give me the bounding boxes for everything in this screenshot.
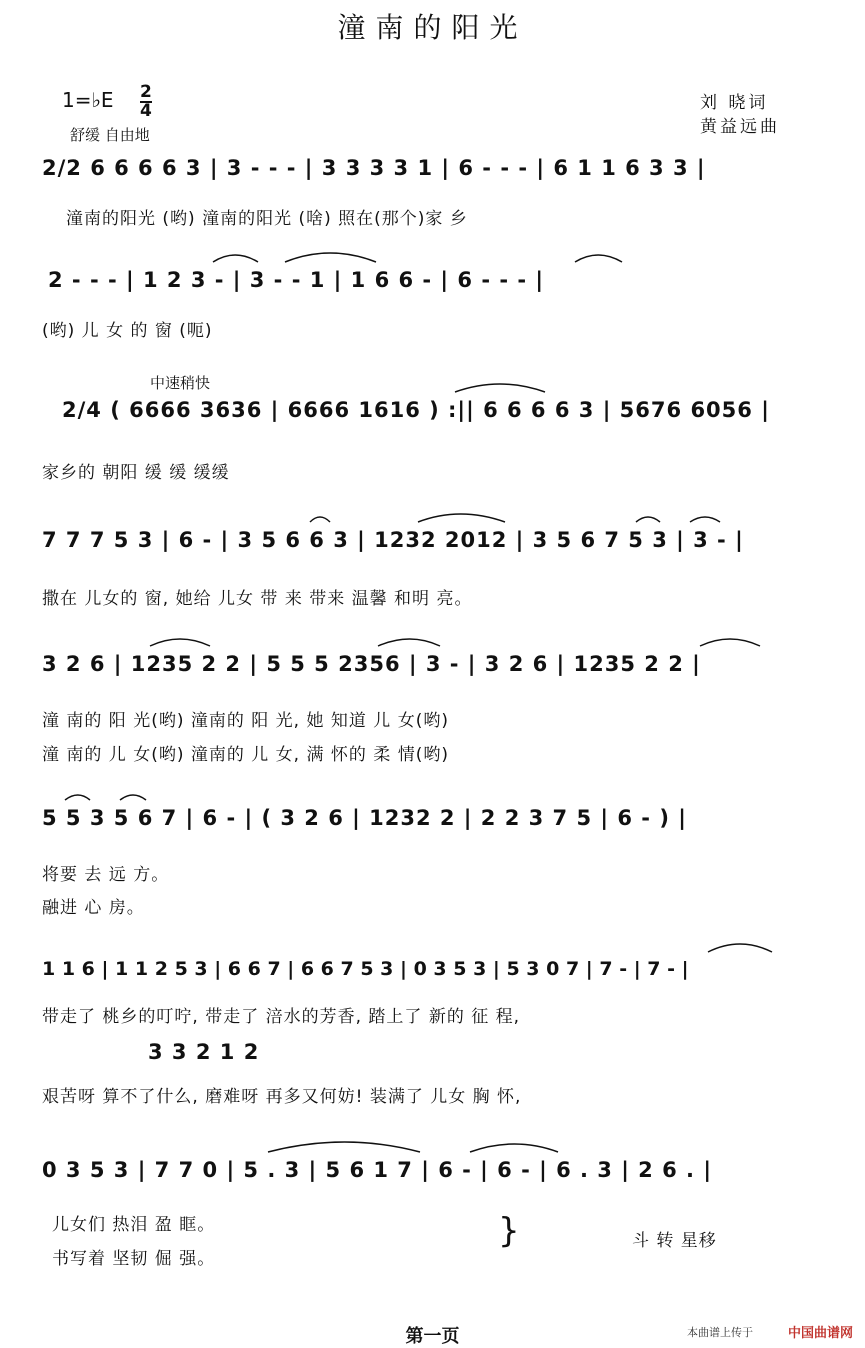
slur-arc — [150, 639, 210, 646]
slur-arc — [700, 639, 760, 646]
lyric-row-6a: 将要 去 远 方。 — [42, 865, 170, 885]
composer-credit: 黄益远曲 — [700, 117, 780, 137]
lyric-row-6b: 融进 心 房。 — [42, 898, 145, 918]
slur-arc — [708, 944, 772, 952]
notation-row-3: 2/4 ( 6666 3636 | 6666 1616 ) :|| 6 6 6 6 3 | 5676 6056 | — [62, 398, 770, 422]
slur-arc — [310, 517, 330, 522]
slur-arc — [636, 517, 660, 522]
lyric-row-5a: 潼 南的 阳 光(哟) 潼南的 阳 光, 她 知道 儿 女(哟) — [42, 711, 449, 731]
notation-row-6: 5 5 3 5 6 7 | 6 - | ( 3 2 6 | 1232 2 | 2 2 3 7 5 | 6 - ) | — [42, 806, 687, 830]
lyric-row-9a: 儿女们 热泪 盈 眶。 — [52, 1215, 216, 1235]
slur-arc — [575, 255, 622, 262]
notation-row-2: 2 - - - | 1 2 3 - | 3 - - 1 | 1 6 6 - | 6 - - - | — [48, 268, 545, 292]
slur-arc — [120, 795, 146, 800]
lyric-row-4: 撒在 儿女的 窗, 她给 儿女 带 来 带来 温馨 和明 亮。 — [42, 589, 473, 609]
lyric-row-7: 带走了 桃乡的叮咛, 带走了 涪水的芳香, 踏上了 新的 征 程, — [42, 1007, 521, 1027]
upload-note: 本曲谱上传于 — [687, 1326, 753, 1339]
site-logo: 中国曲谱网 — [787, 1326, 853, 1341]
side-lyric: 斗 转 星移 — [632, 1231, 717, 1251]
slur-arc — [455, 384, 545, 392]
lyric-row-2: (哟) 儿 女 的 窗 (呃) — [42, 321, 213, 341]
lyric-row-9b: 书写着 坚韧 倔 强。 — [52, 1249, 216, 1269]
notation-row-5: 3 2 6 | 1235 2 2 | 5 5 5 2356 | 3 - | 3 2 6 | 1235 2 2 | — [42, 652, 701, 676]
slur-arc — [470, 1144, 558, 1152]
notation-row-8: 3 3 2 1 2 — [148, 1040, 260, 1064]
slur-arc — [378, 639, 440, 646]
notation-row-4: 7 7 7 5 3 | 6 - | 3 5 6 6 3 | 1232 2012 | 3 5 6 7 5 3 | 3 - | — [42, 528, 744, 552]
lyric-row-5b: 潼 南的 儿 女(哟) 潼南的 儿 女, 满 怀的 柔 情(哟) — [42, 745, 449, 765]
key-signature: 1=♭E — [62, 88, 114, 112]
slur-arc — [268, 1142, 420, 1152]
lyric-row-1: 潼南的阳光 (哟) 潼南的阳光 (啥) 照在(那个)家 乡 — [66, 209, 468, 229]
lyricist-credit: 刘 晓词 — [700, 93, 769, 113]
slur-arc — [285, 253, 376, 262]
song-title: 潼南的阳光 — [337, 11, 528, 44]
tempo-marking-2: 中速稍快 — [150, 374, 211, 392]
slur-arc — [213, 255, 258, 262]
slur-arc — [690, 517, 720, 522]
notation-row-9: 0 3 5 3 | 7 7 0 | 5 . 3 | 5 6 1 7 | 6 - | 6 - | 6 . 3 | 2 6 . | — [42, 1158, 712, 1182]
slur-arc — [65, 795, 90, 800]
notation-row-7: 1 1 6 | 1 1 2 5 3 | 6 6 7 | 6 6 7 5 3 | 0 3 5 3 | 5 3 0 7 | 7 - | 7 - | — [42, 958, 689, 980]
tempo-marking-1: 舒缓 自由地 — [70, 126, 150, 144]
lyric-row-3: 家乡的 朝阳 缓 缓 缓缓 — [42, 463, 230, 483]
time-signature-top: 2 — [140, 82, 152, 102]
brace: } — [498, 1211, 520, 1251]
page-footer: 第一页 — [405, 1326, 460, 1347]
slur-arc — [418, 514, 505, 522]
lyric-row-8: 艰苦呀 算不了什么, 磨难呀 再多又何妨! 装满了 儿女 胸 怀, — [42, 1087, 522, 1107]
time-signature-bottom: 4 — [140, 101, 152, 121]
notation-row-1: 2/2 6 6 6 6 3 | 3 - - - | 3 3 3 3 1 | 6 - - - | 6 1 1 6 3 3 | — [42, 156, 706, 180]
